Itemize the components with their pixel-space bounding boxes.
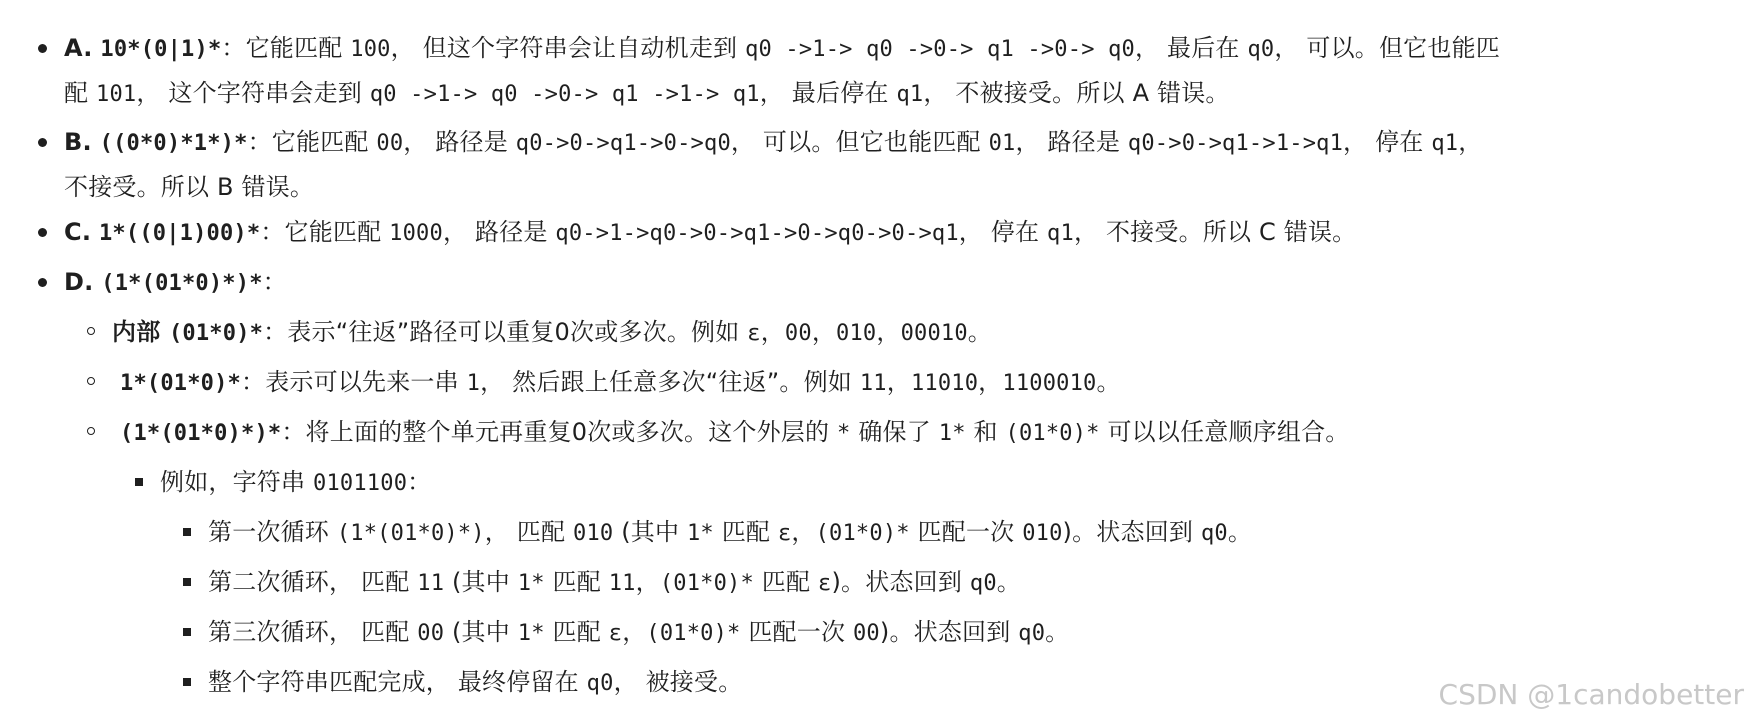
code: ε [608,621,623,646]
code: (01*0)* [815,521,910,546]
bullet-d-sub3 [87,427,95,435]
item-a-line1 [64,31,1500,65]
text: ， [635,568,660,596]
text: ：表示可以先来一串 [241,368,467,396]
item-b-regex: ((0*0)*1*)* [99,131,248,156]
text: ：将上面的整个单元再重复0次或多次。这个外层的 [281,418,838,446]
path-code: q0 ->1-> q0 ->0-> q1 ->1-> q1 [369,82,760,107]
code: (01*0)* [659,571,754,596]
text: 可以以任意顺序组合。 [1099,418,1350,446]
code: ε [818,571,832,596]
bullet-step3 [183,628,191,636]
text: ， 停在 [958,218,1048,246]
code: (1*(01*0)*) [336,521,485,546]
text: ， 可以。但它也能匹配 [730,128,989,156]
text: ， 最后停在 [759,79,897,107]
item-d-line1 [64,265,287,299]
text: ， 路径是 [442,218,556,246]
bullet-b [38,138,47,147]
item-a-line2 [64,76,1230,110]
regex: (01*0)* [168,321,264,346]
text: 不接受。所以 B 错误。 [64,173,315,201]
text: ： [262,268,287,296]
path-code: q0->0->q1->0->q0 [515,131,731,156]
code: 010 [836,321,877,346]
code: 00 [784,321,812,346]
code: (01*0)* [1005,421,1100,446]
text: ， 这个字符串会走到 [136,79,370,107]
code: 00010 [900,321,968,346]
text: 和 [965,418,1006,446]
item-c-label: C. [64,218,92,246]
code: 1* [686,521,714,546]
text: 。 [1227,518,1253,546]
text: ：表示“往返”路径可以重复0次或多次。例如 [263,318,748,346]
code: 1000 [389,221,443,246]
bullet-step4 [183,678,191,686]
code: q0 [1247,37,1275,62]
text: 确保了 [850,418,939,446]
bullet-a [38,44,47,53]
code: 010 [573,521,614,546]
path-code: q0 ->1-> q0 ->0-> q1 ->0-> q0 [745,37,1135,62]
text: 第三次循环， 匹配 [208,618,418,646]
code: 00 [852,621,880,646]
text: ， 匹配 [484,518,574,546]
text: 。 [1096,368,1121,396]
text: 整个字符串匹配完成， 最终停留在 [208,668,587,696]
text: 匹配 [544,618,609,646]
item-a-regex: 10*(0|1)* [100,37,222,62]
bullet-c [38,228,47,237]
code: 010 [1022,521,1063,546]
text: )。状态回到 [1062,518,1201,546]
bold-text: 内部 [112,318,169,346]
text: (其中 [444,568,518,596]
watermark: CSDN @1candobetter [1438,678,1744,711]
text: ， 路径是 [403,128,516,156]
bullet-d [38,278,47,287]
regex: 1*(01*0)* [120,371,242,396]
code: 00 [417,621,445,646]
code: 0101100 [313,471,408,496]
text: 。 [996,568,1021,596]
bullet-example [135,478,143,486]
text: )。状态回到 [831,568,970,596]
text: ， 但这个字符串会让自动机走到 [390,34,746,62]
bullet-d-sub2 [87,377,95,385]
text: 匹配 [544,568,609,596]
text: ：它能匹配 [247,128,377,156]
item-d-label: D. [64,268,94,296]
code: 11010 [910,371,979,396]
code: q0 [1200,521,1228,546]
text: ， 路径是 [1015,128,1128,156]
code: q0 [1018,621,1046,646]
example-line [160,465,431,499]
text: 。 [1045,618,1070,646]
text: ， 不接受。所以 C 错误。 [1073,218,1357,246]
bullet-d-sub1 [87,327,95,335]
item-d-regex: (1*(01*0)*)* [101,271,263,296]
item-b-line1 [64,125,1482,159]
code: 11 [417,571,445,596]
text: ， [622,618,647,646]
code: 11 [859,371,887,396]
text: ， [811,318,837,346]
text: ， 可以。但它也能匹 [1274,34,1500,62]
item-c-line1 [64,215,1356,249]
step-3 [208,615,1069,649]
item-c-regex: 1*((0|1)00)* [98,221,261,246]
code: q0 [586,671,614,696]
text: 例如，字符串 [160,468,314,496]
text: ， 不被接受。所以 A 错误。 [923,79,1230,107]
code: * [837,421,851,446]
code: 1 [466,371,481,396]
code: q1 [896,82,924,107]
text: ， [760,318,785,346]
code: 00 [376,131,404,156]
step-1 [208,515,1252,549]
step-2 [208,565,1021,599]
text: 匹配一次 [909,518,1023,546]
text: ， [876,318,901,346]
code: ε [777,521,792,546]
text: (其中 [613,518,687,546]
code: q0 [969,571,997,596]
code: (01*0)* [646,621,741,646]
code: 1* [517,621,545,646]
text: ：它能匹配 [221,34,351,62]
text: )。状态回到 [879,618,1019,646]
text: ：它能匹配 [260,218,390,246]
code: 100 [350,37,391,62]
text: ， 被接受。 [613,668,743,696]
path-code: q0->1->q0->0->q1->0->q0->0->q1 [555,221,959,246]
code: q1 [1047,221,1074,246]
text: 匹配 [753,568,819,596]
regex: (1*(01*0)*)* [120,421,282,446]
text: ， [886,368,911,396]
text: ， [791,518,816,546]
text: (其中 [444,618,518,646]
step-4 [208,665,742,699]
text: ， 停在 [1343,128,1432,156]
text: ： [407,468,432,496]
text: 。 [967,318,992,346]
text: ， [1458,128,1483,156]
item-b-line2 [64,170,314,204]
text: ， [978,368,1003,396]
code: ε [747,321,761,346]
text: 匹配 [713,518,778,546]
text: 第一次循环 [208,518,337,546]
text: ， 最后在 [1134,34,1248,62]
text: 匹配一次 [740,618,853,646]
code: q1 [1431,131,1459,156]
text: 配 [64,79,97,107]
item-d-sub3 [120,415,1349,449]
code: 1100010 [1002,371,1097,396]
path-code: q0->0->q1->1->q1 [1127,131,1344,156]
code: 01 [988,131,1016,156]
bullet-step2 [183,578,191,586]
item-a-label: A. [64,34,93,62]
item-d-sub2 [120,365,1121,399]
code: 101 [96,82,137,107]
code: 1* [517,571,545,596]
text: ， 然后跟上任意多次“往返”。例如 [480,368,860,396]
text: 第二次循环， 匹配 [208,568,418,596]
code: 11 [608,571,636,596]
item-b-label: B. [64,128,92,156]
item-d-sub1 [112,315,992,349]
bullet-step1 [183,528,191,536]
code: 1* [938,421,966,446]
